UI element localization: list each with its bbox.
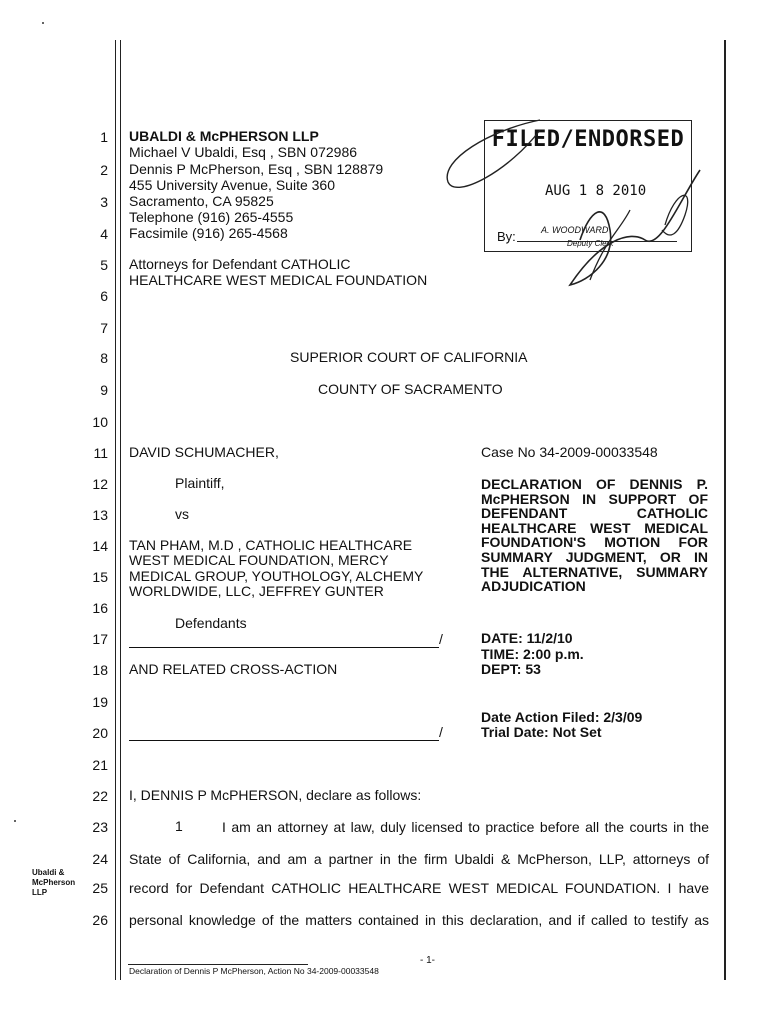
line-number: 26 bbox=[92, 912, 108, 928]
firm-address: Sacramento, CA 95825 bbox=[129, 193, 274, 209]
line-number: 14 bbox=[92, 538, 108, 554]
left-margin-rule bbox=[120, 40, 121, 980]
firm-telephone: Telephone (916) 265-4555 bbox=[129, 209, 294, 225]
page-number: - 1- bbox=[420, 955, 435, 966]
hearing-dept: DEPT: 53 bbox=[481, 661, 541, 677]
line-number: 8 bbox=[100, 350, 108, 366]
footer-rule bbox=[128, 964, 308, 965]
stamp-title: FILED/ENDORSED bbox=[491, 127, 685, 152]
caption-underline bbox=[129, 647, 439, 648]
footer-title: Declaration of Dennis P McPherson, Action No 34-2009-00033548 bbox=[129, 966, 379, 976]
firm-sidebar-mark bbox=[32, 868, 75, 898]
paragraph-number: 1 bbox=[175, 818, 183, 834]
attorney-line: Michael V Ubaldi, Esq , SBN 072986 bbox=[129, 144, 358, 160]
line-number: 4 bbox=[100, 226, 108, 242]
defendants-role: Defendants bbox=[175, 615, 247, 631]
right-margin-rule bbox=[724, 40, 726, 980]
line-number: 22 bbox=[92, 788, 108, 804]
line-number: 6 bbox=[100, 288, 108, 304]
line-number: 2 bbox=[100, 162, 108, 178]
case-number: Case No 34-2009-00033548 bbox=[481, 444, 658, 460]
firm-facsimile: Facsimile (916) 265-4568 bbox=[129, 225, 288, 241]
line-number: 24 bbox=[92, 851, 108, 867]
declaration-line: I am an attorney at law, duly licensed to practice before all the courts in the bbox=[222, 819, 709, 835]
plaintiff-role: Plaintiff, bbox=[175, 475, 225, 491]
attorneys-for: Attorneys for Defendant CATHOLIC bbox=[129, 256, 351, 272]
trial-date: Trial Date: Not Set bbox=[481, 724, 602, 740]
line-number: 15 bbox=[92, 569, 108, 585]
declaration-line: record for Defendant CATHOLIC HEALTHCARE WEST MEDICAL FOUNDATION. I have bbox=[129, 880, 709, 896]
caption-slash: / bbox=[439, 724, 443, 740]
hearing-time: TIME: 2:00 p.m. bbox=[481, 646, 584, 662]
line-number: 21 bbox=[92, 757, 108, 773]
stamp-clerk-name: A. WOODWARD bbox=[541, 225, 609, 235]
line-number: 5 bbox=[100, 257, 108, 273]
line-number: 18 bbox=[92, 662, 108, 678]
line-number: 7 bbox=[100, 320, 108, 336]
defendants-line: WEST MEDICAL FOUNDATION, MERCY bbox=[129, 552, 389, 568]
line-number: 10 bbox=[92, 414, 108, 430]
declaration-intro: I, DENNIS P McPHERSON, declare as follows: bbox=[129, 787, 422, 803]
stamp-date: AUG 1 8 2010 bbox=[545, 183, 647, 199]
defendants-line: TAN PHAM, M.D , CATHOLIC HEALTHCARE bbox=[129, 537, 413, 553]
left-margin-rule bbox=[115, 40, 116, 980]
stamp-deputy-label: Deputy Clerk bbox=[567, 239, 614, 248]
court-county: COUNTY OF SACRAMENTO bbox=[318, 381, 503, 397]
line-number: 11 bbox=[93, 445, 108, 461]
line-number: 19 bbox=[92, 694, 108, 710]
line-number: 12 bbox=[92, 476, 108, 492]
sidebar-line: McPherson bbox=[32, 878, 76, 887]
sidebar-line: Ubaldi & bbox=[32, 868, 65, 877]
scan-speck bbox=[14, 820, 16, 822]
firm-address: 455 University Avenue, Suite 360 bbox=[129, 177, 335, 193]
versus: vs bbox=[175, 506, 189, 522]
line-number: 3 bbox=[100, 194, 108, 210]
line-number: 9 bbox=[100, 382, 108, 398]
defendants-line: MEDICAL GROUP, YOUTHOLOGY, ALCHEMY bbox=[129, 568, 424, 584]
hearing-date: DATE: 11/2/10 bbox=[481, 630, 573, 646]
line-number: 13 bbox=[92, 507, 108, 523]
line-number: 17 bbox=[92, 631, 108, 647]
line-number: 25 bbox=[92, 880, 108, 896]
related-action: AND RELATED CROSS-ACTION bbox=[129, 661, 338, 677]
stamp-by-label: By: bbox=[497, 229, 516, 244]
defendants-line: WORLDWIDE, LLC, JEFFREY GUNTER bbox=[129, 583, 384, 599]
scan-speck bbox=[42, 22, 44, 24]
firm-name: UBALDI & McPHERSON LLP bbox=[129, 128, 319, 144]
line-number: 1 bbox=[100, 129, 108, 145]
action-filed-date: Date Action Filed: 2/3/09 bbox=[481, 709, 643, 725]
line-number: 23 bbox=[92, 819, 108, 835]
court-name: SUPERIOR COURT OF CALIFORNIA bbox=[290, 349, 528, 365]
attorney-line: Dennis P McPherson, Esq , SBN 128879 bbox=[129, 161, 384, 177]
document-caption: DECLARATION OF DENNIS P. McPHERSON IN SUPPORT OF DEFENDANT CATHOLIC HEALTHCARE WEST MEDICAL FOUNDATION'S MOTION FOR SUMMARY JUDGMENT, OR IN THE ALTERNATIVE, SUMMARY ADJUDICATION bbox=[481, 476, 708, 595]
sidebar-line: LLP bbox=[32, 888, 48, 897]
caption-underline bbox=[129, 740, 439, 741]
declaration-line: State of California, and am a partner in the firm Ubaldi & McPherson, LLP, attorneys of bbox=[129, 851, 709, 867]
line-number: 16 bbox=[92, 600, 108, 616]
declaration-line: personal knowledge of the matters contained in this declaration, and if called to testify as bbox=[129, 912, 709, 928]
handwritten-signature bbox=[430, 90, 720, 300]
caption-slash: / bbox=[439, 631, 443, 647]
line-number: 20 bbox=[92, 725, 108, 741]
plaintiff-name: DAVID SCHUMACHER, bbox=[129, 444, 279, 460]
attorneys-for: HEALTHCARE WEST MEDICAL FOUNDATION bbox=[129, 272, 428, 288]
